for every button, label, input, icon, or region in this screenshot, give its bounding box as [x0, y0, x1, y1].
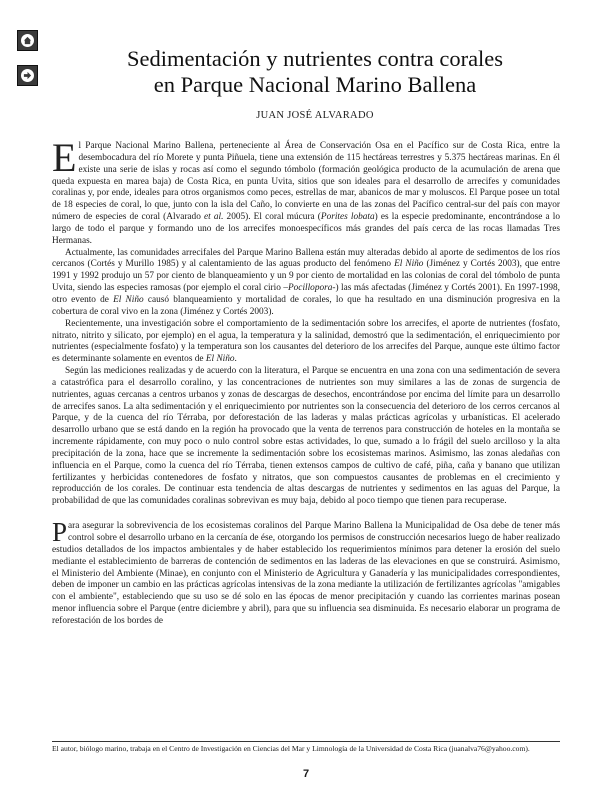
- home-button[interactable]: [17, 30, 38, 51]
- arrow-right-icon: [21, 69, 34, 82]
- home-icon: [21, 34, 34, 47]
- author-name: JUAN JOSÉ ALVARADO: [256, 110, 374, 121]
- article-title: [90, 46, 540, 98]
- paragraph-1: El Parque Nacional Marino Ballena, perteneciente al Área de Conservación Osa en el Pacífico sur de Costa Rica, entre la desembocadura del río Morete y punta Piñuela, tiene una extensión de 115 hectáreas terrestres y 5.375 hectáreas marinas. En él existe una serie de islas y rocas así como el segundo tómbolo (formación geológica producto de la acumulación de arena que queda expuesta en marea baja) de Costa Rica, en punta Uvita, sitios que son ideales para el desarrollo de arrecifes y comunidades coralinas y, por ende, ideales para otros organismos como peces, estrellas de mar, abanicos de mar y moluscos. El Parque posee un total de 18 especies de coral, lo que, junto con la isla del Caño, lo convierte en una de las zonas del Pacífico central-sur del país con mayor número de especies de coral (Alvarado et al. 2005). El coral múcura (Porites lobata) es la especie predominante, encontrándose a lo largo de todo el parque y formando uno de los arrecifes monoespecíficos más grandes del país cerca de las rocas llamadas Tres Hermanas.: [52, 135, 560, 246]
- next-page-button[interactable]: [17, 65, 38, 86]
- article-body: [52, 135, 560, 628]
- paragraph-3: Recientemente, una investigación sobre el comportamiento de la sedimentación sobre los arrecifes, el aporte de nutrientes (fosfato, nitrato, nitrito y silicato, por ejemplo) en el agua, la temperatura y la salinidad, demostró que la sedimentación, el enriquecimiento por nutrientes (especialmente fosfato) y la temperatura son los causantes del deterioro de los arrecifes del Parque, aunque este último factor es determinante solamente en eventos de El Niño.: [52, 318, 560, 365]
- author-footnote: El autor, biólogo marino, trabaja en el Centro de Investigación en Ciencias del Mar y Limnología de la Universidad de Costa Rica (juanalva76@yahoo.com).: [52, 744, 530, 753]
- paragraph-4: Según las mediciones realizadas y de acuerdo con la literatura, el Parque se encuentra en una zona con una sedimentación de severa a catastrófica para el desarrollo coralino, y las concentraciones de nutrientes son muy similares a las de zonas de surgencia de nutrientes, aguas cercanas a centros urbanos y zonas de descargas de desechos, encontrándose por encima del límite para un desarrollo de arrecifes sanos. La alta sedimentación y el enriquecimiento por nutrientes son la consecuencia del deterioro de los cerros cercanos al Parque, y de la cuenca del río Térraba, por deforestación de las laderas y malas prácticas agrícolas y urbanísticas. El acelerado desarrollo urbano que se está dando en la región ha provocado que la venta de terrenos para construcción de hoteles en la montaña se incremente rápidamente, con muy poco o nulo control sobre estas actividades, lo que, sumado a lo frágil del suelo arcilloso y la alta precipitación de la zona, hace que se incremente la sedimentación sobre los ecosistemas marinos. Asimismo, las zonas aledañas con influencia en el Parque, como la cuenca del río Térraba, tienen extensos campos de cultivo de café, piña, caña y banano que utilizan fertilizantes y herbicidas contenedores de fosfato y nitratos, que son compuestos causantes de problemas en el crecimiento y reproducción de los corales. De continuar esta tendencia de altas descargas de nutrientes y sedimentos en las aguas del Parque, la probabilidad de que las comunidades coralinas sobrevivan es muy baja, debido al poco tiempo que tienen para recuperase.: [52, 366, 560, 507]
- footnote-divider: [52, 741, 560, 742]
- drop-cap: P: [52, 517, 68, 548]
- paragraph-2: Actualmente, las comunidades arrecifales del Parque Marino Ballena están muy alteradas debido al aporte de sedimentos de los ríos cercanos (Cortés y Murillo 1985) y al calentamiento de las aguas producto del fenómeno El Niño (Jiménez y Cortés 2003), que entre 1991 y 1992 produjo un 57 por ciento de blanqueamiento y un 9 por ciento de mortalidad en las colonias de coral del tómbolo de punta Uvita, siendo las especies ramosas (por ejemplo el coral cirio –Pocillopora-) las más afectadas (Jiménez y Cortés 2001). En 1997-1998, otro evento de El Niño causó blanqueamiento y mortalidad de corales, lo que ha resultado en una disminución progresiva en la cobertura de coral vivo en la zona (Jiménez y Cortés 2003).: [52, 247, 560, 317]
- page-number: 7: [302, 768, 310, 780]
- paragraph-5: Para asegurar la sobrevivencia de los ecosistemas coralinos del Parque Marino Ballena la Municipalidad de Osa debe de tener más control sobre el desarrollo urbano en la cercanía de ése, otorgando los permisos de construcción necesarios luego de haber realizado estudios detallados de los impactos ambientales y de haber establecido los requerimientos mínimos para detener la erosión del suelo mediante el establecimiento de barreras de contención de sedimentos en las laderas de las elevaciones en que se construirá. Asimismo, el Ministerio del Ambiente (Minae), en conjunto con el Ministerio de Agricultura y Ganadería y las municipalidades correspondientes, deben de imponer un cambio en las prácticas agrícolas intensivas de la zona mediante la utilización de fertilizantes agrícolas "amigables con el ambiente", estableciendo que su uso se dé solo en las épocas de menor precipitación y cuando las corrientes marinas posean menor influencia sobre el Parque (entre diciembre y abril), para que su influencia sea disminuida. Es necesario elaborar un programa de reforestación de los bordes de: [52, 517, 560, 626]
- title-line-2: en Parque Nacional Marino Ballena: [153, 72, 477, 97]
- title-line-1: Sedimentación y nutrientes contra corales: [126, 46, 504, 71]
- drop-cap: E: [52, 135, 77, 180]
